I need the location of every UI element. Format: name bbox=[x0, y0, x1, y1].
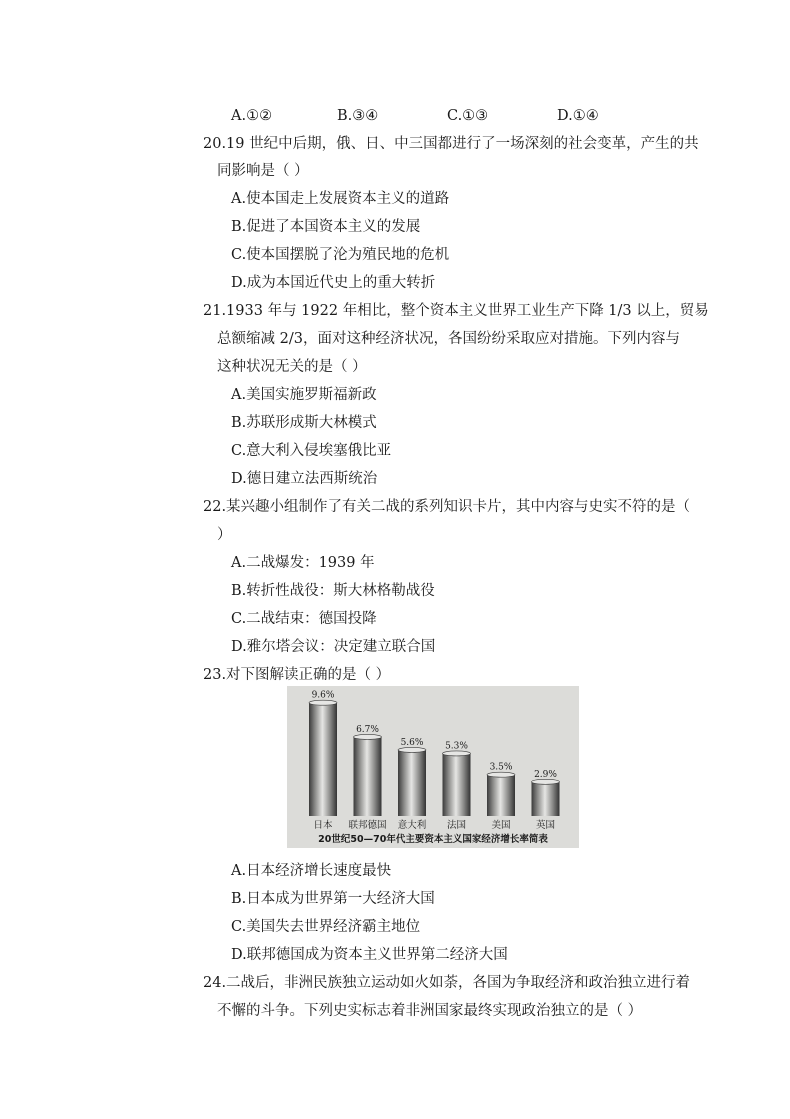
q24-stem-line2: 不懈的斗争。下列史实标志着非洲国家最终实现政治独立的是（ ） bbox=[217, 1003, 643, 1019]
q23-option-c: C.美国失去世界经济霸主地位 bbox=[231, 919, 421, 935]
q21-option-b: B.苏联形成斯大林模式 bbox=[231, 415, 377, 431]
bar-cap-1 bbox=[354, 734, 382, 739]
q20-option-d: D.成为本国近代史上的重大转折 bbox=[231, 275, 436, 291]
q19-options bbox=[0, 106, 790, 126]
bar-0 bbox=[309, 703, 337, 816]
q21-option-a: A.美国实施罗斯福新政 bbox=[231, 387, 377, 403]
q24-stem-line1: 24.二战后，非洲民族独立运动如火如荼，各国为争取经济和政治独立进行着 bbox=[203, 975, 691, 991]
bar-cap-5 bbox=[532, 779, 560, 784]
category-label-2: 意大利 bbox=[397, 820, 427, 831]
q22-option-d: D.雅尔塔会议：决定建立联合国 bbox=[231, 639, 436, 655]
value-label-1: 6.7% bbox=[356, 724, 379, 735]
bar-5 bbox=[532, 782, 560, 816]
q20-stem-line2: 同影响是（ ） bbox=[217, 163, 309, 179]
value-label-0: 9.6% bbox=[311, 690, 335, 701]
q21-option-d: D.德日建立法西斯统治 bbox=[231, 471, 378, 487]
value-label-3: 5.3% bbox=[445, 741, 468, 752]
category-label-3: 法国 bbox=[446, 820, 467, 831]
growth-rate-chart bbox=[287, 686, 579, 848]
q19-option-c: C.①③ bbox=[447, 108, 489, 124]
q19-option-a: A.①② bbox=[231, 108, 273, 124]
category-label-1: 联邦德国 bbox=[348, 820, 387, 831]
value-label-2: 5.6% bbox=[400, 737, 424, 748]
category-label-0: 日本 bbox=[313, 820, 333, 831]
value-label-5: 2.9% bbox=[534, 769, 557, 780]
bar-2 bbox=[398, 750, 426, 816]
bar-cap-4 bbox=[487, 772, 515, 777]
q22-option-a: A.二战爆发：1939 年 bbox=[231, 555, 375, 571]
q19-option-d: D.①④ bbox=[557, 108, 599, 124]
q22-option-b: B.转折性战役：斯大林格勒战役 bbox=[231, 583, 435, 599]
category-label-5: 英国 bbox=[535, 820, 556, 831]
q20-option-c: C.使本国摆脱了沦为殖民地的危机 bbox=[231, 247, 450, 263]
q20-stem-line1: 20.19 世纪中后期，俄、日、中三国都进行了一场深刻的社会变革，产生的共 bbox=[203, 136, 699, 152]
q23-option-a: A.日本经济增长速度最快 bbox=[231, 863, 392, 879]
bar-4 bbox=[487, 775, 515, 816]
category-label-4: 美国 bbox=[491, 820, 511, 831]
chart-title: 20世纪50—70年代主要资本主义国家经济增长率简表 bbox=[318, 834, 548, 845]
q20-option-a: A.使本国走上发展资本主义的道路 bbox=[231, 191, 450, 207]
bar-1 bbox=[354, 737, 382, 816]
q21-stem-line2: 总额缩减 2/3，面对这种经济状况，各国纷纷采取应对措施。下列内容与 bbox=[217, 331, 680, 347]
q23-stem: 23.对下图解读正确的是（ ） bbox=[203, 667, 391, 683]
bar-cap-0 bbox=[309, 700, 337, 705]
bar-cap-3 bbox=[443, 751, 471, 756]
q21-stem-line3: 这种状况无关的是（ ） bbox=[217, 359, 367, 375]
q21-stem-line1: 21.1933 年与 1922 年相比，整个资本主义世界工业生产下降 1/3 以上，贸易 bbox=[203, 303, 709, 319]
q19-option-b: B.③④ bbox=[337, 108, 379, 124]
bar-3 bbox=[443, 753, 471, 816]
q22-stem-line2: ） bbox=[217, 527, 232, 543]
q20-option-b: B.促进了本国资本主义的发展 bbox=[231, 219, 421, 235]
growth-rate-chart-svg bbox=[287, 686, 579, 848]
q22-option-c: C.二战结束：德国投降 bbox=[231, 611, 377, 627]
q23-option-b: B.日本成为世界第一大经济大国 bbox=[231, 891, 435, 907]
value-label-4: 3.5% bbox=[489, 762, 513, 773]
q23-option-d: D.联邦德国成为资本主义世界第二经济大国 bbox=[231, 947, 508, 963]
q22-stem-line1: 22.某兴趣小组制作了有关二战的系列知识卡片，其中内容与史实不符的是（ bbox=[203, 499, 691, 515]
q21-option-c: C.意大利入侵埃塞俄比亚 bbox=[231, 443, 392, 459]
bar-cap-2 bbox=[398, 747, 426, 752]
